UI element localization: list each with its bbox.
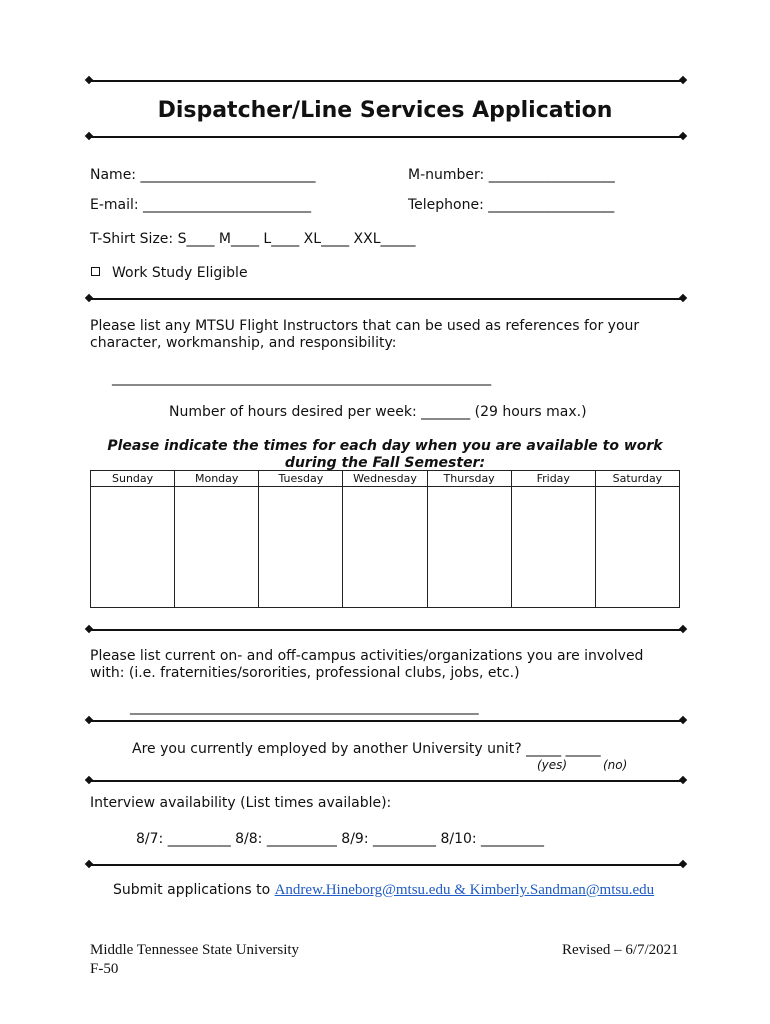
day-header-tuesday: Tuesday [259, 471, 343, 487]
activities-answer-line[interactable]: _________________________________________________________ [130, 699, 478, 715]
references-prompt-line2: character, workmanship, and responsibility: [90, 335, 397, 351]
section-rule-5 [90, 864, 682, 866]
availability-cell-sunday[interactable] [91, 487, 175, 608]
references-prompt-line1: Please list any MTSU Flight Instructors that can be used as references for your [90, 318, 640, 334]
availability-cell-tuesday[interactable] [259, 487, 343, 608]
availability-table [90, 470, 680, 608]
day-header-monday: Monday [175, 471, 259, 487]
work-study-checkbox[interactable] [91, 267, 100, 276]
hours-field[interactable]: Number of hours desired per week: _______ (29 hours max.) [169, 404, 587, 420]
references-answer-line[interactable]: ______________________________________________________________ [112, 370, 491, 386]
day-header-friday: Friday [511, 471, 595, 487]
employment-yes-label: (yes) [537, 758, 568, 772]
day-header-sunday: Sunday [91, 471, 175, 487]
activities-prompt-line1: Please list current on- and off-campus activities/organizations you are involved [90, 648, 644, 664]
name-field[interactable]: Name: _________________________ [90, 167, 316, 183]
section-rule-4 [90, 780, 682, 782]
section-rule-3 [90, 720, 682, 722]
employment-question[interactable]: Are you currently employed by another University unit? _____ _____ [132, 741, 601, 757]
title-rule [90, 136, 682, 138]
day-header-saturday: Saturday [595, 471, 679, 487]
activities-prompt-line2: with: (i.e. fraternities/sororities, professional clubs, jobs, etc.) [90, 665, 520, 681]
page-title: Dispatcher/Line Services Application [157, 98, 613, 123]
footer-revised: Revised – 6/7/2021 [562, 942, 679, 958]
section-rule-2 [90, 629, 682, 631]
section-rule-1 [90, 298, 682, 300]
footer-form-number: F-50 [90, 961, 119, 977]
availability-cell-saturday[interactable] [595, 487, 679, 608]
availability-cell-monday[interactable] [175, 487, 259, 608]
work-study-label: Work Study Eligible [112, 265, 248, 281]
availability-cell-thursday[interactable] [427, 487, 511, 608]
telephone-field[interactable]: Telephone: __________________ [408, 197, 615, 213]
day-header-wednesday: Wednesday [343, 471, 427, 487]
submit-label: Submit applications to [113, 882, 271, 898]
tshirt-size-field[interactable]: T-Shirt Size: S____ M____ L____ XL____ XXL_____ [90, 231, 416, 247]
availability-heading-line2: during the Fall Semester: [284, 455, 486, 471]
interview-dates[interactable]: 8/7: _________ 8/8: __________ 8/9: _________ 8/10: _________ [136, 831, 545, 847]
top-rule [90, 80, 682, 82]
availability-cell-friday[interactable] [511, 487, 595, 608]
day-header-thursday: Thursday [427, 471, 511, 487]
mnumber-field[interactable]: M-number: __________________ [408, 167, 615, 183]
availability-cell-wednesday[interactable] [343, 487, 427, 608]
footer-org: Middle Tennessee State University [90, 942, 300, 958]
submit-email-links[interactable]: Andrew.Hineborg@mtsu.edu & Kimberly.Sandman@mtsu.edu [274, 882, 655, 898]
availability-heading-line1: Please indicate the times for each day when you are available to work [107, 438, 663, 454]
availability-header-row [91, 471, 680, 487]
availability-input-row [91, 487, 680, 608]
submit-text [113, 882, 654, 899]
interview-label: Interview availability (List times available): [90, 795, 392, 811]
email-field[interactable]: E-mail: ________________________ [90, 197, 312, 213]
employment-no-label: (no) [603, 758, 628, 772]
